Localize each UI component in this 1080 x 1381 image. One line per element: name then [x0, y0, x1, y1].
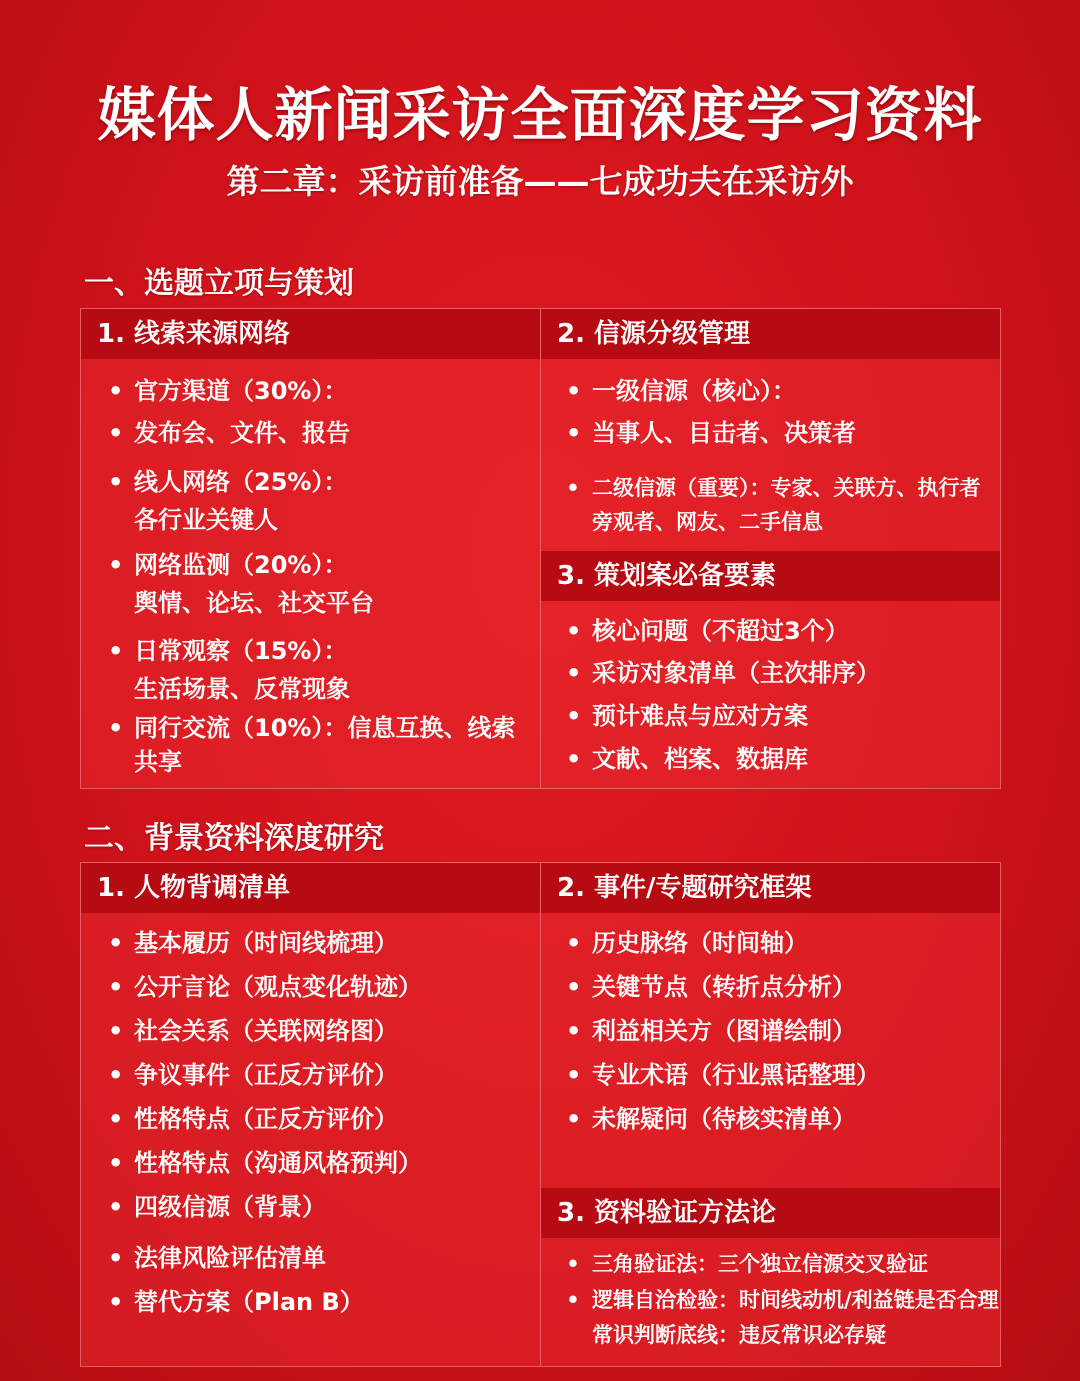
bullet-icon: •: [108, 637, 124, 665]
list-item: • 基本履历（时间线梳理）: [134, 925, 398, 961]
bullet-icon: •: [108, 551, 124, 579]
bullet-icon: •: [108, 1061, 124, 1089]
bullet-icon: •: [566, 617, 582, 645]
list-item: • 四级信源（背景）: [134, 1189, 326, 1225]
list-item: • 日常观察（15%）：: [134, 633, 347, 669]
list-item: • 关键节点（转折点分析）: [592, 969, 856, 1005]
section-heading-topic-planning: 一、选题立项与策划: [84, 266, 354, 301]
list-item: • 未解疑问（待核实清单）: [592, 1101, 856, 1137]
bullet-icon: •: [566, 1288, 580, 1312]
list-item: • 二级信源（重要）：专家、关联方、执行者: [592, 471, 981, 505]
bullet-icon: •: [108, 468, 124, 496]
box-title-person-checklist: 1. 人物背调清单: [81, 863, 540, 913]
list-item: • 逻辑自洽检验：时间线动机/利益链是否合理: [592, 1283, 999, 1317]
bullet-icon: •: [566, 419, 582, 447]
panel-divider: [540, 309, 541, 788]
box-title-source-grading: 2. 信源分级管理: [541, 309, 1000, 359]
page-subtitle: 第二章：采访前准备——七成功夫在采访外: [226, 162, 854, 201]
list-item: • 三角验证法：三个独立信源交叉验证: [592, 1247, 928, 1281]
list-item-continuation: 共享: [134, 748, 182, 776]
box-title-lead-sources: 1. 线索来源网络: [81, 309, 540, 359]
list-item-continuation: 各行业关键人: [134, 506, 278, 534]
list-item: • 采访对象清单（主次排序）: [592, 655, 880, 691]
list-item: • 公开言论（观点变化轨迹）: [134, 969, 422, 1005]
list-item-continuation: 舆情、论坛、社交平台: [134, 589, 374, 617]
bullet-icon: •: [108, 1193, 124, 1221]
list-item: • 性格特点（正反方评价）: [134, 1101, 398, 1137]
bullet-icon: •: [108, 1288, 124, 1316]
bullet-icon: •: [566, 1252, 580, 1276]
list-item-continuation: 旁观者、网友、二手信息: [592, 510, 823, 534]
bullet-icon: •: [566, 377, 582, 405]
bullet-icon: •: [108, 377, 124, 405]
bullet-icon: •: [108, 1017, 124, 1045]
list-item-continuation: 生活场景、反常现象: [134, 675, 350, 703]
list-item: • 历史脉络（时间轴）: [592, 925, 808, 961]
panel-divider: [540, 863, 541, 1366]
list-item: • 性格特点（沟通风格预判）: [134, 1145, 422, 1181]
list-item: • 同行交流（10%）：信息互换、线索: [134, 710, 515, 746]
bullet-icon: •: [566, 745, 582, 773]
bullet-icon: •: [108, 419, 124, 447]
bullet-icon: •: [566, 659, 582, 687]
section-heading-background-research: 二、背景资料深度研究: [84, 821, 384, 856]
list-item: • 当事人、目击者、决策者: [592, 415, 856, 451]
bullet-icon: •: [566, 973, 582, 1001]
bullet-icon: •: [108, 714, 124, 742]
list-item: • 一级信源（核心）：: [592, 373, 796, 409]
list-item: • 法律风险评估清单: [134, 1240, 326, 1276]
page-title: 媒体人新闻采访全面深度学习资料: [97, 81, 983, 149]
list-item: • 利益相关方（图谱绘制）: [592, 1013, 856, 1049]
bullet-icon: •: [108, 1105, 124, 1133]
panel-background-research: [80, 862, 1001, 1367]
list-item: • 替代方案（Plan B）: [134, 1284, 364, 1320]
list-item: • 官方渠道（30%）：: [134, 373, 347, 409]
bullet-icon: •: [566, 476, 580, 500]
list-item: • 发布会、文件、报告: [134, 415, 350, 451]
box-title-plan-essentials: 3. 策划案必备要素: [541, 551, 1000, 601]
list-item: • 预计难点与应对方案: [592, 698, 808, 734]
list-item-continuation: 常识判断底线：违反常识必存疑: [592, 1323, 886, 1347]
bullet-icon: •: [566, 929, 582, 957]
list-item: • 线人网络（25%）：: [134, 464, 347, 500]
bullet-icon: •: [566, 1017, 582, 1045]
bullet-icon: •: [566, 1061, 582, 1089]
bullet-icon: •: [108, 1244, 124, 1272]
bullet-icon: •: [566, 702, 582, 730]
list-item: • 网络监测（20%）：: [134, 547, 347, 583]
panel-topic-planning: [80, 308, 1001, 789]
bullet-icon: •: [566, 1105, 582, 1133]
bullet-icon: •: [108, 929, 124, 957]
list-item: • 核心问题（不超过3个）: [592, 613, 849, 649]
list-item: • 社会关系（关联网络图）: [134, 1013, 398, 1049]
list-item: • 专业术语（行业黑话整理）: [592, 1057, 880, 1093]
list-item: • 争议事件（正反方评价）: [134, 1057, 398, 1093]
bullet-icon: •: [108, 973, 124, 1001]
bullet-icon: •: [108, 1149, 124, 1177]
list-item: • 文献、档案、数据库: [592, 741, 808, 777]
box-title-verification-methods: 3. 资料验证方法论: [541, 1188, 1000, 1238]
box-title-event-framework: 2. 事件/专题研究框架: [541, 863, 1000, 913]
